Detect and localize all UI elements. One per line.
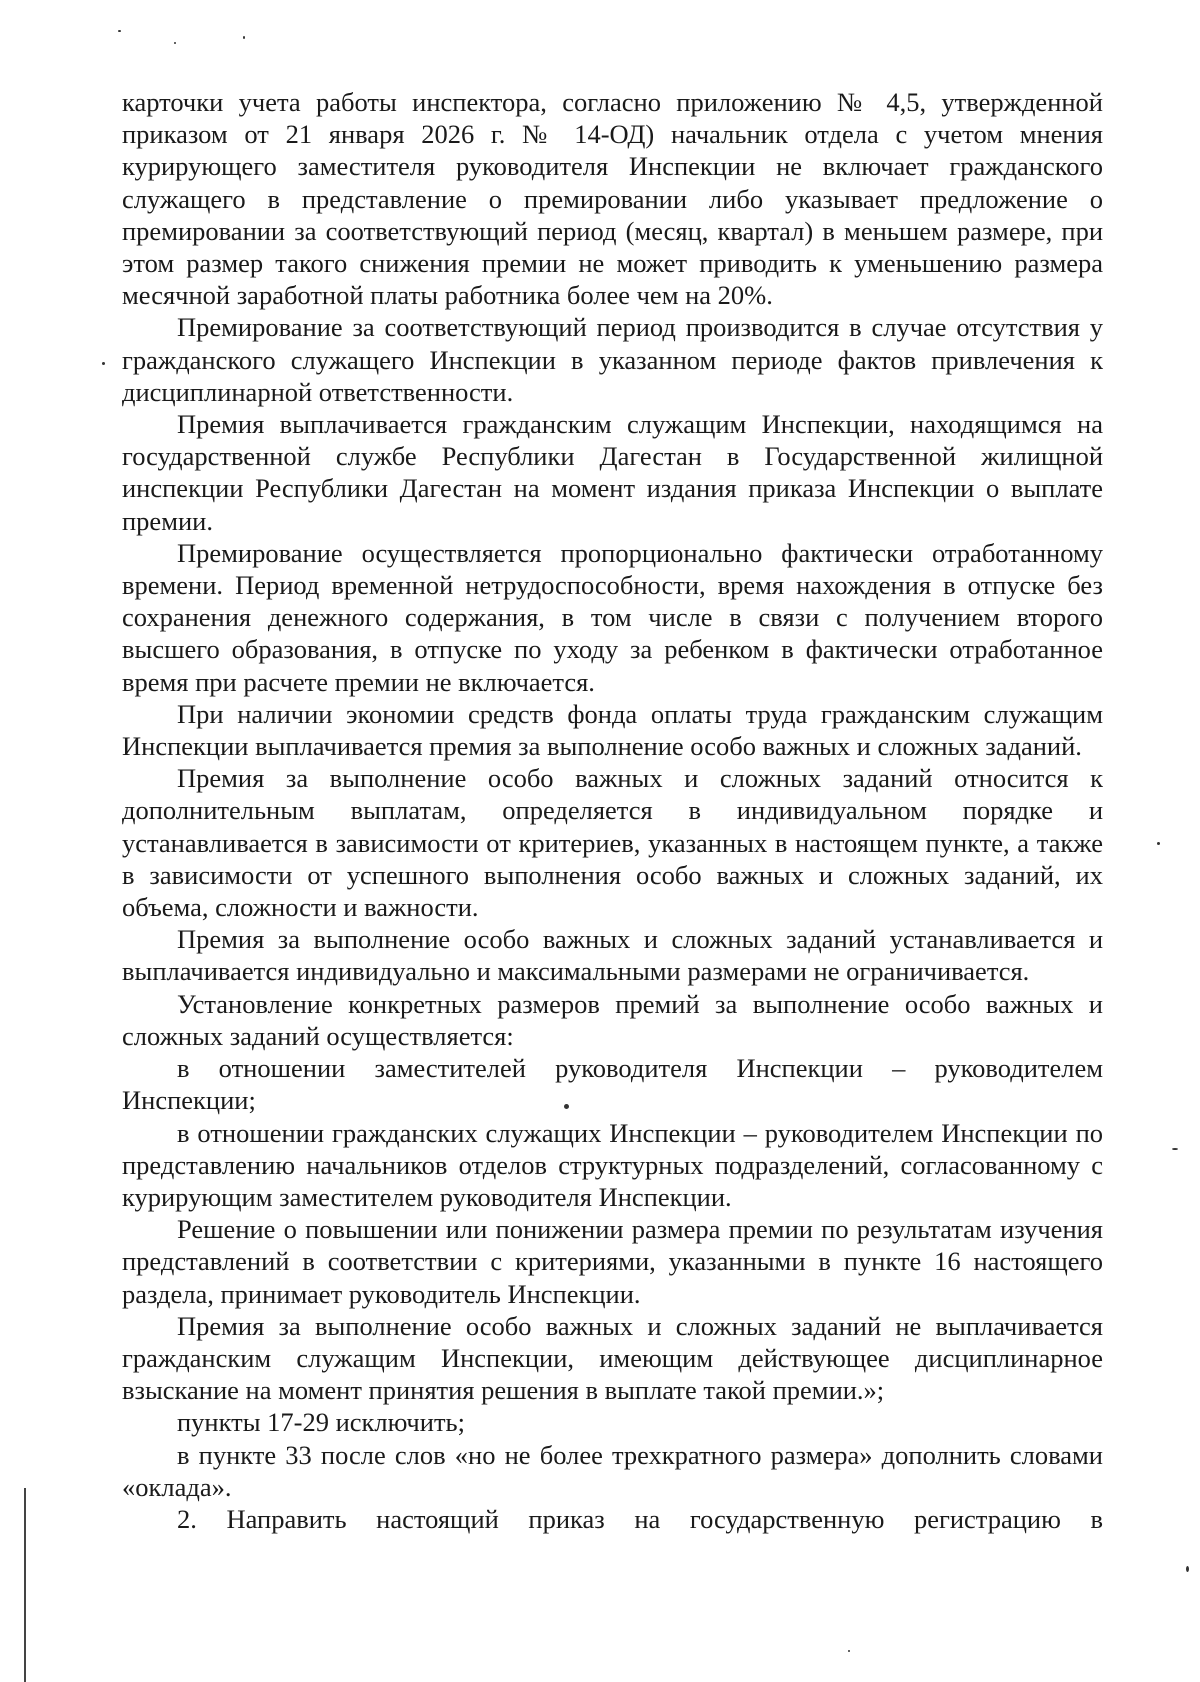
paragraph: Установление конкретных размеров премий за выполнение особо важных и сложных заданий осуществляется: [122, 988, 1103, 1051]
scan-speck [564, 1104, 569, 1109]
scan-speck [243, 36, 245, 39]
paragraph: в пункте 33 после слов «но не более трехкратного размера» дополнить словами «оклада». [122, 1439, 1103, 1502]
scan-speck [1172, 1148, 1178, 1150]
paragraph: в отношении заместителей руководителя Инспекции – руководителем Инспекции; [122, 1053, 1103, 1116]
paragraph: в отношении гражданских служащих Инспекции – руководителем Инспекции по представлению начальников отделов структурных подразделений, согласованному с курирующим заместителем руководителя Инспекции. [122, 1117, 1103, 1212]
scan-speck [118, 30, 121, 32]
paragraph: Премия за выполнение особо важных и сложных заданий не выплачивается гражданским служащим Инспекции, имеющим действующее дисциплинарное взыскание на момент принятия решения в выплате такой премии.»; [122, 1310, 1103, 1406]
scan-speck [1186, 1566, 1189, 1572]
paragraph: Премирование за соответствующий период производится в случае отсутствия у гражданского служащего Инспекции в указанном периоде фактов привлечения к дисциплинарной ответственности. [122, 312, 1103, 407]
paragraph: пункты 17-29 исключить; [177, 1407, 465, 1438]
paragraph: Премирование осуществляется пропорционально фактически отработанному времени. Период временной нетрудоспособности, время нахождения в отпуске без сохранения денежного содержания, в том числе в связи с получением второго высшего образования, в отпуске по уходу за ребенком в фактически отработанное время при расчете премии не включается. [122, 537, 1103, 697]
scan-speck [174, 42, 176, 44]
document-body [122, 86, 1103, 1535]
scan-speck [1157, 842, 1160, 845]
paragraph: 2. Направить настоящий приказ на государственную регистрацию в [177, 1503, 1103, 1534]
paragraph: Премия выплачивается гражданским служащим Инспекции, находящимся на государственной службе Республики Дагестан в Государственной жилищной инспекции Республики Дагестан на момент издания приказа Инспекции о выплате премии. [122, 409, 1103, 536]
paragraph: Премия за выполнение особо важных и сложных заданий устанавливается и выплачивается индивидуально и максимальными размерами не ограничивается. [122, 924, 1103, 987]
scan-margin-line [24, 1488, 26, 1682]
paragraph: Премия за выполнение особо важных и сложных заданий относится к дополнительным выплатам, определяется в индивидуальном порядке и устанавливается в зависимости от критериев, указанных в настоящем пункте, а также в зависимости от успешного выполнения особо важных и сложных заданий, их объема, сложности и важности. [122, 763, 1103, 923]
paragraph: карточки учета работы инспектора, согласно приложению № 4,5, утвержденной приказом от 21 января 2026 г. № 14-ОД) начальник отдела с учетом мнения курирующего заместителя руководителя Инспекции не включает гражданского служащего в представление о премировании либо указывает предложение о премировании за соответствующий период (месяц, квартал) в меньшем размере, при этом размер такого снижения премии не может приводить к уменьшению размера месячной заработной платы работника более чем на 20%. [122, 87, 1103, 311]
paragraph: При наличии экономии средств фонда оплаты труда гражданским служащим Инспекции выплачивается премия за выполнение особо важных и сложных заданий. [122, 698, 1103, 762]
scan-speck [102, 362, 105, 365]
scan-speck [848, 1650, 850, 1652]
paragraph: Решение о повышении или понижении размера премии по результатам изучения представлений в соответствии с критериями, указанными в пункте 16 настоящего раздела, принимает руководитель Инспекции. [122, 1214, 1103, 1309]
